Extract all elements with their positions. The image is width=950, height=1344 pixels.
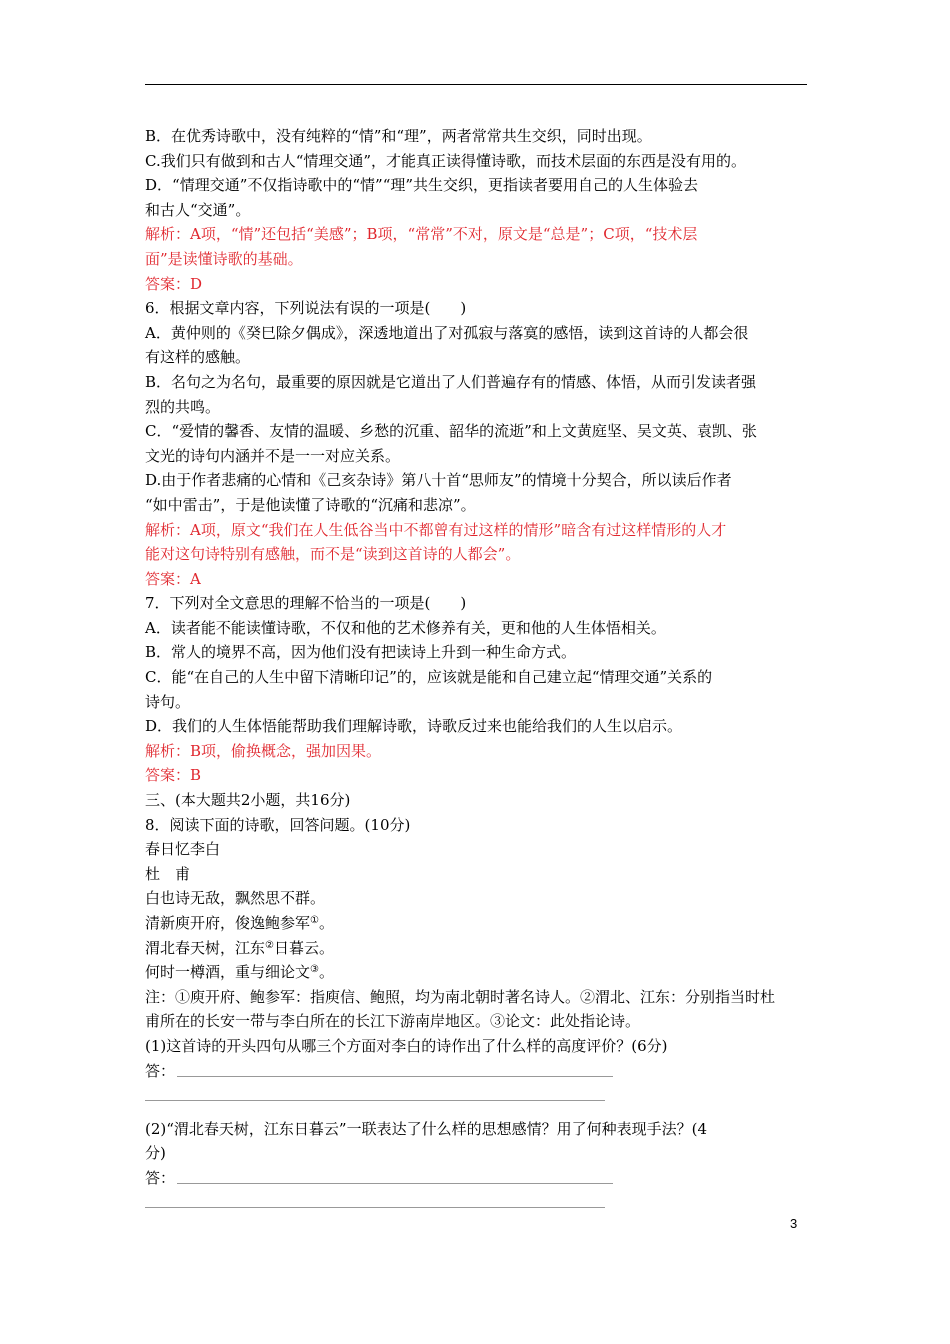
question-6: 6．根据文章内容，下列说法有误的一项是( ) bbox=[145, 299, 467, 318]
answer-area-1[interactable] bbox=[145, 1059, 810, 1087]
option-b: B．在优秀诗歌中，没有纯粹的“情”和“理”，两者常常共生交织，同时出现。 bbox=[145, 127, 652, 145]
option-c: C.我们只有做到和古人“情理交通”，才能真正读得懂诗歌，而技术层面的东西是没有用的。 bbox=[145, 151, 747, 170]
footnote-mark-2: ② bbox=[265, 939, 274, 951]
q6-option-b-cont: 烈的共鸣。 bbox=[145, 397, 221, 416]
analysis-label: 解析： bbox=[145, 225, 191, 244]
section-3-heading: 三、(本大题共2小题，共16分) bbox=[145, 791, 351, 810]
answer-area-2[interactable] bbox=[145, 1166, 810, 1194]
analysis-7 bbox=[145, 739, 810, 764]
answer-7 bbox=[145, 763, 810, 788]
answer-value: A bbox=[190, 569, 201, 588]
q6-option-d: D.由于作者悲痛的心情和《己亥杂诗》第八十首“思师友”的情境十分契合，所以读后作者 bbox=[145, 471, 732, 490]
poem-note-cont: 甫所在的长安一带与李白所在的长江下游南岸地区。③论文：此处指论诗。 bbox=[145, 1012, 641, 1031]
answer-label: 答案： bbox=[145, 274, 191, 293]
reply-label: 答： bbox=[145, 1061, 176, 1080]
answer-value: D bbox=[190, 274, 203, 293]
analysis-text: B项，偷换概念，强加因果。 bbox=[190, 741, 382, 760]
answer-underline bbox=[145, 1207, 605, 1208]
analysis-6 bbox=[145, 518, 810, 543]
poem-line-2 bbox=[145, 911, 810, 936]
answer-5 bbox=[145, 272, 810, 297]
analysis-6-cont: 能对这句诗特别有感触，而不是“读到这首诗的人都会”。 bbox=[145, 545, 521, 564]
poem-line-4 bbox=[145, 960, 810, 985]
poem-line-2-text: 清新庾开府，俊逸鲍参军 bbox=[145, 914, 311, 932]
option-d-cont: 和古人“交通”。 bbox=[145, 200, 251, 219]
poem-note: 注：①庾开府、鲍参军：指庾信、鲍照，均为南北朝时著名诗人。②渭北、江东：分别指当时杜 bbox=[145, 987, 776, 1006]
analysis-text: A项，“情”还包括“美感”；B项，“常常”不对，原文是“总是”；C项，“技术层 bbox=[190, 225, 698, 244]
q6-option-b: B．名句之为名句，最重要的原因就是它道出了人们普遍存有的情感、体悟，从而引发读者强 bbox=[145, 372, 757, 391]
q6-option-d-cont: “如中雷击”，于是他读懂了诗歌的“沉痛和悲凉”。 bbox=[145, 495, 476, 514]
footnote-mark-3: ③ bbox=[310, 964, 319, 976]
poem-author: 杜 甫 bbox=[145, 864, 191, 883]
header-rule bbox=[145, 84, 807, 85]
question-8-1: (1)这首诗的开头四句从哪三个方面对李白的诗作出了什么样的高度评价？(6分) bbox=[145, 1036, 668, 1055]
analysis-text: A项，原文“我们在人生低谷当中不都曾有过这样的情形”暗含有过这样情形的人才 bbox=[190, 520, 727, 539]
answer-underline bbox=[177, 1076, 613, 1077]
answer-underline bbox=[177, 1183, 613, 1184]
q6-option-c-cont: 文光的诗句内涵并不是一一对应关系。 bbox=[145, 446, 401, 465]
answer-6 bbox=[145, 567, 810, 592]
poem-line-4-end: 。 bbox=[318, 963, 334, 982]
question-8: 8．阅读下面的诗歌，回答问题。(10分) bbox=[145, 815, 411, 834]
footnote-mark-1: ① bbox=[310, 915, 319, 926]
q7-option-c: C．能“在自己的人生中留下清晰印记”的，应该就是能和自己建立起“情理交通”关系的 bbox=[145, 668, 713, 687]
q7-option-b: B．常人的境界不高，因为他们没有把读诗上升到一种生命方式。 bbox=[145, 643, 577, 662]
q6-option-a: A．黄仲则的《癸巳除夕偶成》，深透地道出了对孤寂与落寞的感悟，读到这首诗的人都会很 bbox=[145, 323, 749, 342]
answer-area-1-cont[interactable] bbox=[145, 1087, 810, 1113]
q7-option-c-cont: 诗句。 bbox=[145, 692, 191, 711]
document-body bbox=[145, 124, 810, 1220]
page-number: 3 bbox=[790, 1216, 798, 1231]
question-8-2-cont: 分) bbox=[145, 1144, 166, 1163]
poem-line-3-end: 日暮云。 bbox=[273, 938, 334, 957]
poem-line-4-text: 何时一樽酒，重与细论文 bbox=[145, 963, 311, 982]
q6-option-a-cont: 有这样的感触。 bbox=[145, 348, 251, 367]
q7-option-a: A．读者能不能读懂诗歌，不仅和他的艺术修养有关，更和他的人生体悟相关。 bbox=[145, 618, 666, 637]
poem-title: 春日忆李白 bbox=[145, 840, 221, 859]
poem-line-3 bbox=[145, 936, 810, 961]
question-8-2: (2)“渭北春天树，江东日暮云”一联表达了什么样的思想感情？用了何种表现手法？(4 bbox=[145, 1119, 707, 1138]
reply-label: 答： bbox=[145, 1168, 176, 1187]
answer-area-2-cont[interactable] bbox=[145, 1194, 810, 1220]
answer-label: 答案： bbox=[145, 569, 191, 588]
analysis-label: 解析： bbox=[145, 520, 191, 539]
analysis-5 bbox=[145, 222, 810, 247]
answer-label: 答案： bbox=[145, 766, 191, 785]
answer-underline bbox=[145, 1100, 605, 1101]
analysis-5-cont: 面”是读懂诗歌的基础。 bbox=[145, 249, 303, 268]
q6-option-c: C．“爱情的馨香、友情的温暖、乡愁的沉重、韶华的流逝”和上文黄庭坚、吴文英、袁凯、张 bbox=[145, 422, 757, 441]
q7-option-d: D．我们的人生体悟能帮助我们理解诗歌，诗歌反过来也能给我们的人生以启示。 bbox=[145, 717, 683, 736]
analysis-label: 解析： bbox=[145, 741, 191, 760]
poem-line-1: 白也诗无敌，飘然思不群。 bbox=[145, 889, 326, 908]
poem-line-2-end: 。 bbox=[318, 914, 334, 932]
question-7: 7．下列对全文意思的理解不恰当的一项是( ) bbox=[145, 594, 467, 613]
poem-line-3-text: 渭北春天树，江东 bbox=[145, 938, 266, 957]
answer-value: B bbox=[190, 766, 202, 785]
option-d: D．“情理交通”不仅指诗歌中的“情”“理”共生交织，更指读者要用自己的人生体验去 bbox=[145, 176, 699, 195]
